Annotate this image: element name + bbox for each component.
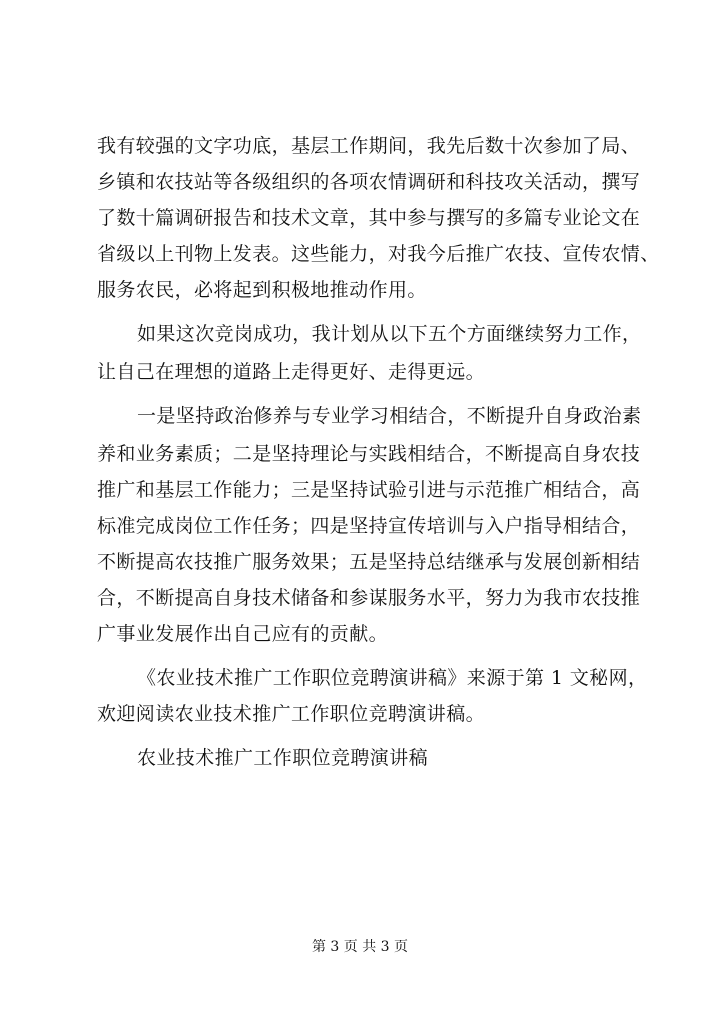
paragraph-first-line: 如果这次竞岗成功，我计划从以下五个方面继续努力工作， — [137, 323, 642, 345]
text-line: 合，不断提高自身技术储备和参谋服务水平，努力为我市农技推 — [97, 587, 641, 609]
text-line: 省级以上刊物上发表。这些能力，对我今后推广农技、宣传农情、 — [97, 243, 660, 265]
text-line: 欢迎阅读农业技术推广工作职位竞聘演讲稿。 — [97, 703, 486, 725]
text-line: 服务农民，必将起到积极地推动作用。 — [97, 279, 427, 301]
paragraph-first-line: 一是坚持政治修养与专业学习相结合，不断提升自身政治素 — [137, 405, 642, 427]
text-line: 让自己在理想的道路上走得更好、走得更远。 — [97, 361, 486, 383]
text-line: 标准完成岗位工作任务；四是坚持宣传培训与入户指导相结合， — [97, 515, 641, 537]
text-line: 乡镇和农技站等各级组织的各项农情调研和科技攻关活动，撰写 — [97, 171, 641, 193]
text-line: 我有较强的文字功底，基层工作期间，我先后数十次参加了局、 — [97, 135, 641, 157]
text-line: 广事业发展作出自己应有的贡献。 — [97, 623, 389, 645]
text-line: 养和业务素质；二是坚持理论与实践相结合，不断提高自身农技 — [97, 443, 641, 465]
paragraph-first-line: 《农业技术推广工作职位竞聘演讲稿》来源于第 1 文秘网， — [137, 667, 648, 689]
text-line: 不断提高农技推广服务效果；五是坚持总结继承与发展创新相结 — [97, 551, 641, 573]
text-line: 了数十篇调研报告和技术文章，其中参与撰写的多篇专业论文在 — [97, 207, 641, 229]
text-line: 推广和基层工作能力；三是坚持试验引进与示范推广相结合，高 — [97, 479, 641, 501]
document-title-line: 农业技术推广工作职位竞聘演讲稿 — [137, 747, 429, 769]
page-number: 第 3 页 共 3 页 — [311, 939, 409, 955]
